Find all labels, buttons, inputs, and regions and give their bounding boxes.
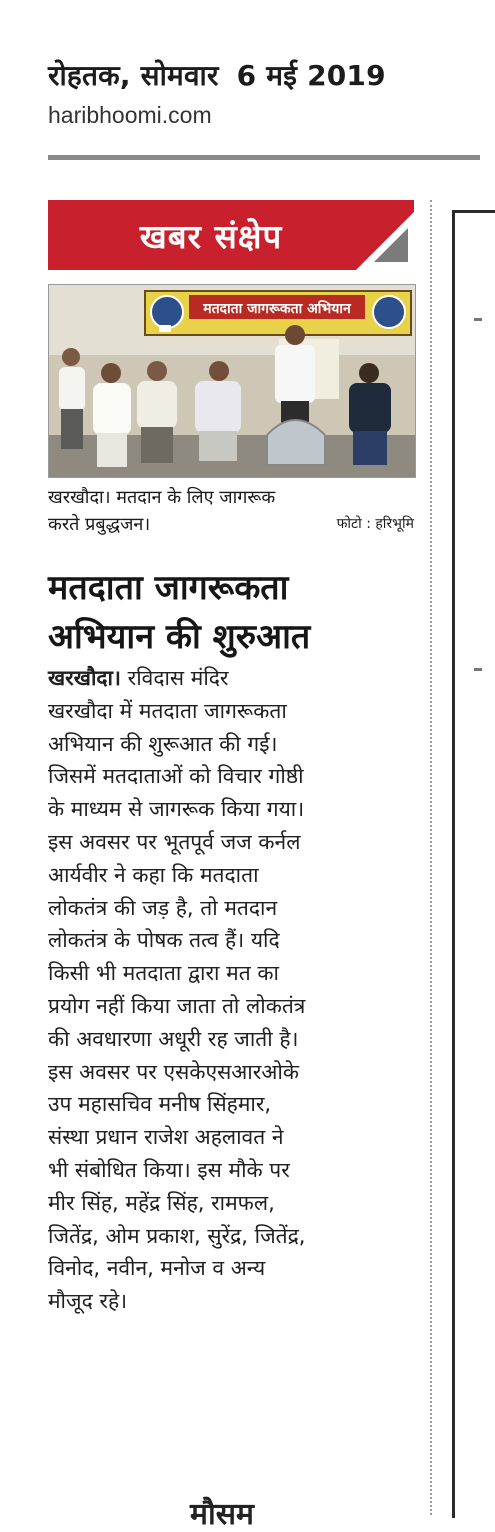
article-line: खरखौदा में मतदाता जागरूकता: [48, 698, 287, 723]
next-article-fragment: मौसम: [190, 1497, 254, 1532]
article-line: जिसमें मतदाताओं को विचार गोष्ठी: [48, 764, 304, 789]
article-line: लोकतंत्र के पोषक तत्व हैं। यदि: [48, 928, 280, 953]
photo-banner-text: मतदाता जागरूकता अभियान: [203, 301, 351, 317]
dateline-header: [48, 56, 386, 94]
article-line: उप महासचिव मनीष सिंहमार,: [48, 1092, 272, 1117]
weekday: सोमवार: [140, 59, 219, 92]
header-rule: [48, 155, 480, 160]
article-line: इस अवसर पर एसकेएसआरओके: [48, 1059, 299, 1084]
article-line: लोकतंत्र की जड़ है, तो मतदान: [48, 895, 278, 920]
article-line: जितेंद्र, ओम प्रकाश, सुरेंद्र, जितेंद्र,: [48, 1223, 306, 1248]
photo-caption: [48, 484, 414, 538]
publication-date: 6 मई 2019: [236, 59, 386, 92]
caption-line-1: खरखौदा। मतदान के लिए जागरूक: [48, 487, 276, 508]
caption-line-2: करते प्रबुद्धजन।: [48, 514, 151, 535]
article-line: प्रयोग नहीं किया जाता तो लोकतंत्र: [48, 993, 306, 1018]
news-photo: [48, 284, 416, 478]
column-divider: [430, 200, 432, 1515]
article-line: इस अवसर पर भूतपूर्व जज कर्नल: [48, 829, 301, 854]
masthead: [48, 56, 386, 129]
article-dateline: खरखौदा।: [48, 666, 121, 690]
article-line: आर्यवीर ने कहा कि मतदाता: [48, 862, 259, 887]
article-line: संस्था प्रधान राजेश अहलावत ने: [48, 1125, 284, 1150]
banner-corner-shade: [374, 228, 408, 262]
article-line: भी संबोधित किया। इस मौके पर: [48, 1157, 290, 1182]
article-headline: [48, 564, 414, 662]
photo-illustration: [49, 285, 415, 477]
headline-line-2: अभियान की शुरुआत: [48, 617, 311, 657]
section-title: खबर संक्षेप: [139, 216, 283, 256]
section-banner: [48, 200, 414, 270]
article-body: [48, 662, 414, 1318]
news-brief-column: [48, 200, 414, 1318]
article-line: किसी भी मतदाता द्वारा मत का: [48, 961, 279, 986]
article-line: मीर सिंह, महेंद्र सिंह, रामफल,: [48, 1190, 275, 1215]
city-name: रोहतक,: [48, 59, 131, 92]
website-url[interactable]: haribhoomi.com: [48, 102, 212, 128]
article-line: अभियान की शुरूआत की गई।: [48, 731, 278, 756]
adjacent-mark: [474, 318, 482, 321]
adjacent-mark: [474, 668, 482, 671]
adjacent-article-frame: [452, 210, 495, 1518]
article-line: के माध्यम से जागरूक किया गया।: [48, 797, 305, 822]
article-line: की अवधारणा अधूरी रह जाती है।: [48, 1026, 299, 1051]
article-line-1: खरखौदा। रविदास मंदिर: [48, 666, 229, 690]
headline-line-1: मतदाता जागरूकता: [48, 568, 289, 608]
article-line: विनोद, नवीन, मनोज व अन्य: [48, 1256, 266, 1281]
photo-credit: फोटो : हरिभूमि: [336, 516, 414, 532]
article-line: मौजूद रहे।: [48, 1289, 128, 1314]
